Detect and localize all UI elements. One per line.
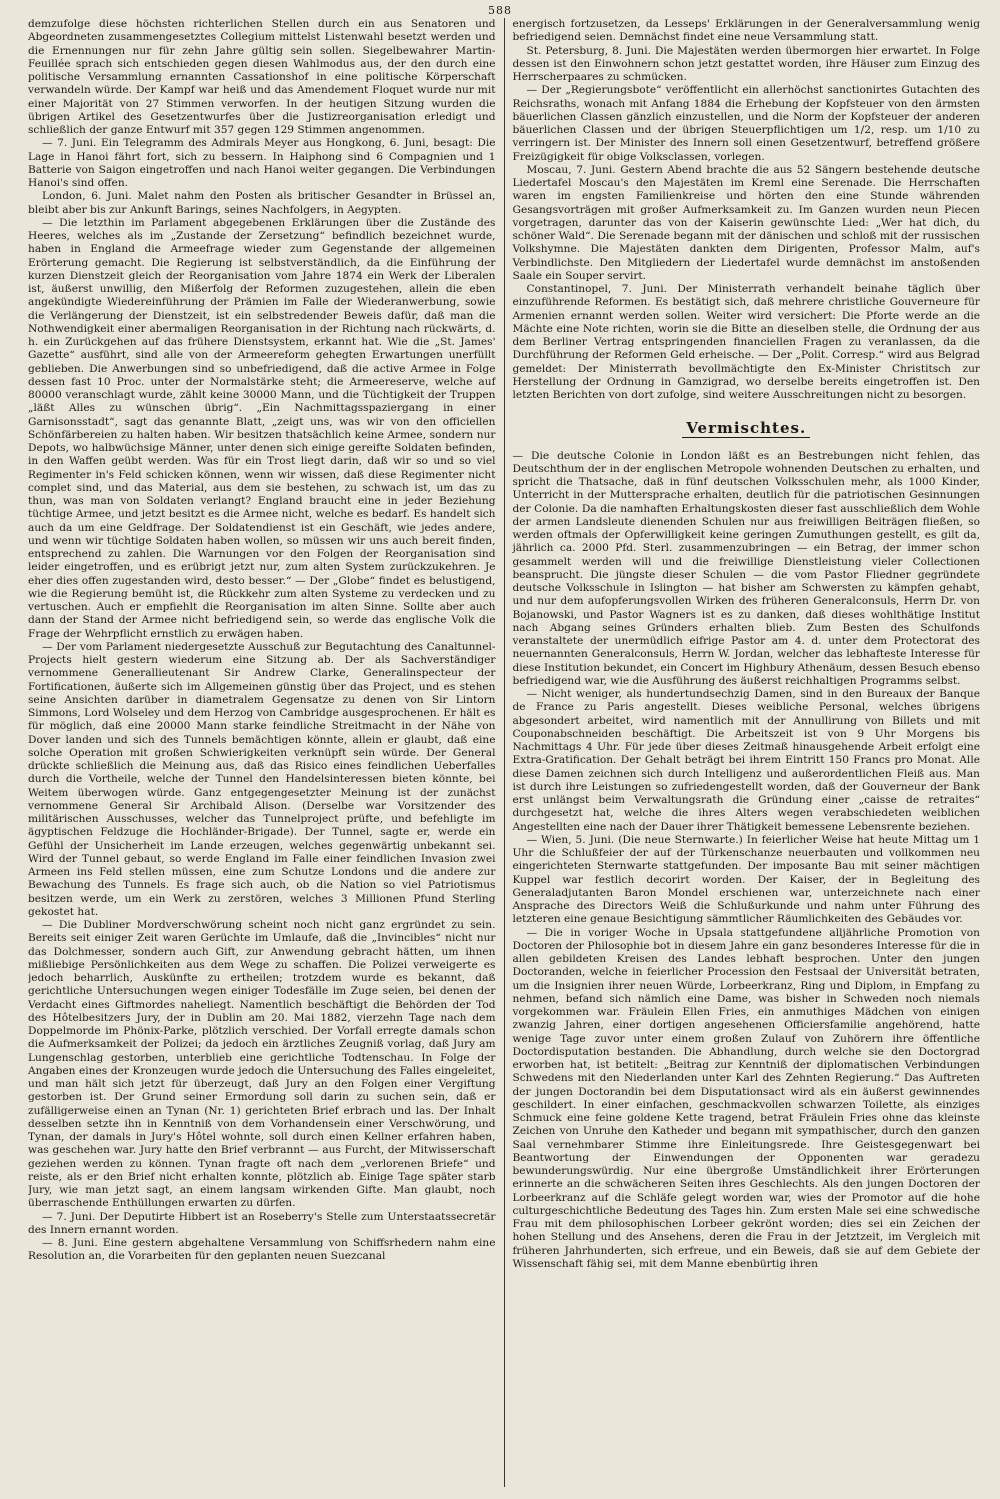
article-paragraph: — Die in voriger Woche in Upsala stattgefundene alljährliche Promotion von Doctoren der Philosophie bot in diesem Jahre ein ganz besonderes Interesse für die in allen gebildeten Kreisen des Landes lebhaft besprochen. Unter den jungen Doctoranden, welche in feierlicher Procession den Festsaal der Universität betraten, um die Insignien ihrer neuen Würde, Lorbeerkranz, Ring und Diplom, in Empfang zu nehmen, befand sich nämlich eine Dame, was bisher in Schweden noch niemals vorgekommen war. Fräulein Ellen Fries, ein anmuthiges Mädchen von einigen zwanzig Jahren, einer dortigen angesehenen Officiersfamilie angehörend, hatte wenige Tage zuvor unter einem großen Zulauf von Zuhörern ihre öffentliche Doctordisputation bestanden. Die Abhandlung, durch welche sie den Doctorgrad erworben hat, ist betitelt: „Beitrag zur Kenntniß der diplomatischen Verbindungen Schwedens mit den Niederlanden unter Karl des Zehnten Regierung.“ Das Auftreten der jungen Doctorandin bei dem Disputationsact wird als ein äußerst gewinnendes geschildert. In einer einfachen, geschmackvollen schwarzen Toilette, als einziges Schmuck eine feine goldene Kette tragend, betrat Fräulein Fries ohne das kleinste Zeichen von Unruhe den Katheder und begann mit sympathischer, durch den ganzen Saal vernehmbarer Stimme ihre Einleitungsrede. Ihre Geistesgegenwart bei Beantwortung der Einwendungen der Opponenten war geradezu bewunderungswürdig. Nur eine übergroße Umständlichkeit ihrer Erörterungen erinnerte an die schwächeren Seiten ihres Geschlechts. Als den jungen Doctoren der Lorbeerkranz auf die Schläfe gelegt worden war, wies der Promotor auf die hohe culturgeschichtliche Bedeutung des Tages hin. Zum ersten Male sei eine schwedische Frau mit dem philosophischen Lorbeer gekrönt worden; dies sei ein Zeichen der hohen Stellung und des Ansehens, deren die Frau in der Jetztzeit, im Vergleich mit früheren Jahrhunderten, sich erfreue, und ein Beweis, daß sie auf dem Gebiete der Wissenschaft fähig sei, mit dem Manne ebenbürtig ihren — [512, 926, 980, 1270]
column-layout — [28, 18, 980, 1487]
article-paragraph: — Wien, 5. Juni. (Die neue Sternwarte.) In feierlicher Weise hat heute Mittag um 1 Uhr die Schlußfeier der auf der Türkenschanze neuerbauten und vollkommen neu eingerichteten Sternwarte stattgefunden. Der imposante Bau mit seiner mächtigen Kuppel war festlich decorirt worden. Der Kaiser, der in Begleitung des Generaladjutanten Baron Mondel erschienen war, unterzeichnete nach einer Ansprache des Directors Weiß die Schlußurkunde und nahm unter Führung des letzteren eine genaue Besichtigung sämmtlicher Räumlichkeiten des Gebäudes vor. — [512, 833, 980, 926]
article-paragraph: demzufolge diese höchsten richterlichen Stellen durch ein aus Senatoren und Abgeordneten zusammengesetztes Collegium mittelst Listenwahl besetzt werden und die Ernennungen nur für zehn Jahre gültig sein sollen. Siegelbewahrer Martin-Feuillée sprach sich entschieden gegen diesen Wahlmodus aus, der den durch eine politische Versammlung ernannten Cassationshof in eine politische Körperschaft verwandeln würde. Der Kampf war heiß und das Amendement Floquet wurde nur mit einer Majorität von 27 Stimmen verworfen. In der heutigen Sitzung wurden die übrigen Artikel des Gesetzentwurfes über die Justizreorganisation erledigt und schließlich der ganze Entwurf mit 357 gegen 129 Stimmen angenommen. — [28, 18, 496, 136]
article-paragraph: — 7. Juni. Ein Telegramm des Admirals Meyer aus Hongkong, 6. Juni, besagt: Die Lage in Hanoi fährt fort, sich zu bessern. In Haiphong sind 6 Compagnien und 1 Batterie von Saigon eingetroffen und nach Hanoi weiter gegangen. Die Verbindungen Hanoi's sind offen. — [28, 137, 496, 189]
article-paragraph: Moscau, 7. Juni. Gestern Abend brachte die aus 52 Sängern bestehende deutsche Liedertafel Moscau's den Majestäten im Kreml eine Serenade. Die Herrschaften waren im engsten Familienkreise und hörten den eine Stunde währenden Gesangsvorträgen mit großer Aufmerksamkeit zu. Im Ganzen wurden neun Piecen vorgetragen, darunter das von der Kaiserin gewünschte Lied: „Wer hat dich, du schöner Wald“. Die Serenade begann mit der dänischen und schloß mit der russischen Volkshymne. Die Majestäten dankten dem Dirigenten, Professor Malm, auf's Verbindlichste. Den Mitgliedern der Liedertafel wurde demnächst im anstoßenden Saale ein Souper servirt. — [512, 163, 980, 282]
article-paragraph: — Nicht weniger, als hundertundsechzig Damen, sind in den Bureaux der Banque de France zu Paris angestellt. Dieses weibliche Personal, welches übrigens abgesondert arbeitet, wird namentlich mit der Annullirung von Billets und mit Couponabschneiden beschäftigt. Die Arbeitszeit ist von 9 Uhr Morgens bis Nachmittags 4 Uhr. Für jede über dieses Zeitmaß hinausgehende Arbeit erfolgt eine Extra-Gratification. Der Gehalt beträgt bei ihrem Eintritt 150 Francs pro Monat. Alle diese Damen zeichnen sich durch Intelligenz und außerordentlichen Fleiß aus. Man ist durch ihre Leistungen so zufriedengestellt worden, daß der Gouverneur der Bank erst unlängst beim Verwaltungsrath die Gründung einer „caisse de retraites“ durchgesetzt hat, welche die ihres Alters wegen verabschiedeten weiblichen Angestellten eine nach der Dauer ihrer Thätigkeit bemessene Lebensrente beziehen. — [512, 688, 980, 833]
page-number: 588 — [488, 4, 512, 17]
article-paragraph: energisch fortzusetzen, da Lesseps' Erklärungen in der Generalversammlung wenig befriedigend seien. Demnächst findet eine neue Versammlung statt. — [512, 18, 980, 44]
left-column — [28, 18, 496, 1487]
article-paragraph: — 8. Juni. Eine gestern abgehaltene Versammlung von Schiffsrhedern nahm eine Resolution an, die Vorarbeiten für den geplanten neuen Suezcanal — [28, 1237, 496, 1263]
section-heading-text: Vermischtes. — [682, 419, 810, 438]
article-paragraph: St. Petersburg, 8. Juni. Die Majestäten werden übermorgen hier erwartet. In Folge dessen ist den Einwohnern schon jetzt gestattet worden, ihre Häuser zum Einzug des Herrscherpaares zu schmücken. — [512, 44, 980, 83]
article-paragraph: — Die deutsche Colonie in London läßt es an Bestrebungen nicht fehlen, das Deutschthum der in der englischen Metropole wohnenden Deutschen zu erhalten, und spricht die Thatsache, daß in fünf deutschen Volksschulen mehr, als 1000 Kinder, Unterricht in der Muttersprache erhalten, deutlich für die patriotischen Gesinnungen der Colonie. Da die namhaften Erhaltungskosten dieser fast ausschließlich dem Wohle der armen Landsleute dienenden Schulen nur aus freiwilligen Beiträgen fließen, so werden oftmals der Opferwilligkeit keine geringen Zumuthungen gestellt, es gilt da, jährlich ca. 2000 Pfd. Sterl. zusammenzubringen — ein Betrag, der immer schon gesammelt werden will und die freiwillige Dienstleistung vieler Collectionen beansprucht. Die jüngste dieser Schulen — die vom Pastor Fliedner gegründete deutsche Volksschule in Islington — hat bisher am Schwersten zu kämpfen gehabt, und nur dem aufopferungsvollen Wirken des früheren Generalconsuls, Herrn Dr. von Bojanowski, und Pastor Wagners ist es zu danken, daß dieses wohlthätige Institut nach Abgang seines Gründers erhalten blieb. Zum Besten des Schulfonds veranstaltete der unermüdlich eifrige Pastor am 4. d. unter dem Protectorat des neuernannten Generalconsuls, Herrn W. Jordan, welcher das lebhafteste Interesse für diese Institution bekundet, ein Concert im Highbury Athenäum, dessen Besuch ebenso befriedigend war, wie die Ausführung des äußerst reichhaltigen Programms selbst. — [512, 449, 980, 687]
column-divider — [504, 18, 505, 1487]
article-paragraph: London, 6. Juni. Malet nahm den Posten als britischer Gesandter in Brüssel an, bleibt aber bis zur Ankunft Barings, seines Nachfolgers, in Aegypten. — [28, 190, 496, 216]
right-column — [512, 18, 980, 1487]
article-paragraph: — Der vom Parlament niedergesetzte Ausschuß zur Begutachtung des Canaltunnel-Projects hielt gestern wiederum eine Sitzung ab. Der als Sachverständiger vernommene Generallieutenant Sir Andrew Clarke, Generalinspecteur der Fortificationen, äußerte sich im Allgemeinen günstig über das Project, und es stehen seine Ansichten darüber in diametralem Gegensatze zu denen von Sir Lintorn Simmons, Lord Wolseley und dem Herzog von Cambridge ausgesprochenen. Er hält es für möglich, daß eine 20000 Mann starke feindliche Streitmacht in der Nähe von Dover landen und sich des Tunnels bemächtigen könnte, allein er glaubt, daß eine solche Operation mit großen Schwierigkeiten verknüpft sein würde. Der General drückte schließlich die Meinung aus, daß das Risico eines feindlichen Ueberfalles durch die Vortheile, welche der Tunnel den Handelsinteressen bieten könnte, bei Weitem überwogen würde. Ganz entgegengesetzter Meinung ist der zunächst vernommene General Sir Archibald Alison. (Derselbe war Vorsitzender des militärischen Ausschusses, welcher das Tunnelproject prüfte, und befehligte im ägyptischen Feldzuge die Hochländer-Brigade). Der Tunnel, sagte er, werde ein Gefühl der Unsicherheit im Lande erzeugen, welches gegenwärtig unbekannt sei. Wird der Tunnel gebaut, so werde England im Falle einer feindlichen Invasion zwei Armeen ins Feld stellen müssen, eine zum Schutze Londons und die andere zur Bewachung des Tunnels. Es frage sich auch, ob die Nation so viel Patriotismus besitzen werde, um ein Werk zu zerstören, welches 3 Millionen Pfund Sterling gekostet hat. — [28, 640, 496, 918]
section-heading — [512, 419, 980, 438]
article-paragraph: Constantinopel, 7. Juni. Der Ministerrath verhandelt beinahe täglich über einzuführende Reformen. Es bestätigt sich, daß mehrere christliche Gouverneure für Armenien ernannt werden sollen. Weiter wird versichert: Die Pforte werde an die Mächte eine Note richten, worin sie die Bitte an dieselben stelle, die Ordnung der aus dem Berliner Vertrag entspringenden financiellen Fragen zu veranlassen, da die Durchführung der Reformen Geld erheische. — Der „Polit. Corresp.“ wird aus Belgrad gemeldet: Der Ministerrath bevollmächtigte den Ex-Minister Christitsch zur Herstellung der Ordnung in Gamzigrad, wo derselbe bereits eingetroffen ist. Den letzten Berichten von dort zufolge, sind weitere Ausschreitungen nicht zu besorgen. — [512, 283, 980, 401]
article-paragraph: — 7. Juni. Der Deputirte Hibbert ist an Roseberry's Stelle zum Unterstaatssecretär des Innern ernannt worden. — [28, 1210, 496, 1236]
article-paragraph: — Der „Regierungsbote“ veröffentlicht ein allerhöchst sanctionirtes Gutachten des Reichsraths, wonach mit Anfang 1884 die Erhebung der Kopfsteuer von den ärmsten bäuerlichen Classen gänzlich einzustellen, und die Norm der Kopfsteuer der anderen bäuerlichen Classen und der übrigen Steuerpflichtigen um 1/2, resp. um 1/10 zu verringern ist. Der Minister des Innern soll einen Gesetzentwurf, betreffend größere Freizügigkeit für obige Volksclassen, vorlegen. — [512, 84, 980, 163]
article-paragraph: — Die letzthin im Parlament abgegebenen Erklärungen über die Zustände des Heeres, welches als im „Zustande der Zersetzung“ befindlich bezeichnet wurde, haben in England die Armeefrage wieder zum Gegenstande der allgemeinen Erörterung gemacht. Die Regierung ist selbstverständlich, da die Einführung der kurzen Dienstzeit gleich der Reorganisation vom Jahre 1874 ein Werk der Liberalen ist, äußerst unwillig, den Mißerfolg der Reformen zuzugestehen, allein die eben angekündigte Wiedereinführung der Prämien im Falle der Wiederanwerbung, sowie die Verlängerung der Dienstzeit, ist ein selbstredender Beweis dafür, daß man die Nothwendigkeit einer abermaligen Reorganisation in der Richtung nach rückwärts, d. h. ein Zurückgehen auf das frühere Dienstsystem, erkannt hat. Wie die „St. James' Gazette“ ausführt, sind alle von der Armeereform gehegten Erwartungen unerfüllt geblieben. Die Anwerbungen sind so unbefriedigend, daß die active Armee in Folge dessen fast 10 Proc. unter der Normalstärke steht; die Armeereserve, welche auf 80000 veranschlagt wurde, zählt keine 30000 Mann, und die Tüchtigkeit der Truppen „läßt Alles zu wünschen übrig“. „Ein Nachmittagsspaziergang in einer Garnisonsstadt“, sagt das genannte Blatt, „zeigt uns, was wir von den officiellen Schönfärbereien zu halten haben. Wir besitzen thatsächlich keine Armee, sondern nur Depots, wo halbwüchsige Männer, unter denen sich einige gereifte Soldaten befinden, in den Waffen geübt werden. Was für ein Trost liegt darin, daß wir so und so viel Regimenter in's Feld schicken können, wenn wir wissen, daß diese Regimenter nicht complet sind, und das Material, aus dem sie bestehen, zu schwach ist, um das zu thun, was man von Soldaten verlangt? England braucht eine in jeder Beziehung tüchtige Armee, und jetzt besitzt es die Armee nicht, welche es bedarf. Es handelt sich auch da um eine Geldfrage. Der Soldatendienst ist ein Geschäft, wie jedes andere, und wenn wir tüchtige Soldaten haben wollen, so müssen wir uns auch bereit finden, entsprechend zu zahlen. Die Warnungen vor den Folgen der Reorganisation sind leider eingetroffen, und es erübrigt jetzt nur, zum alten System zurückzukehren. Je eher dies offen zugestanden wird, desto besser.“ — Der „Globe“ findet es belustigend, wie die Regierung bemüht ist, die Rückkehr zum alten Systeme zu verdecken und zu vertuschen. Auch er empfiehlt die Reorganisation im alten Sinne. Sollte aber auch dann der Stand der Armee nicht befriedigend sein, so werde das englische Volk die Frage der Wehrpflicht ernstlich zu erwägen haben. — [28, 216, 496, 640]
article-paragraph: — Die Dubliner Mordverschwörung scheint noch nicht ganz ergründet zu sein. Bereits seit einiger Zeit waren Gerüchte im Umlaufe, daß die „Invincibles“ nicht nur das Dolchmesser, sondern auch Gift, zur Anwendung gebracht hätten, um ihnen mißliebige Persönlichkeiten aus dem Wege zu schaffen. Die Polizei verweigerte es jedoch beharrlich, Auskünfte zu ertheilen; trotzdem wurde es bekannt, daß gerichtliche Untersuchungen wegen einiger Todesfälle im Zuge seien, bei denen der Verdacht eines Giftmordes naheliegt. Namentlich beschäftigt die Behörden der Tod des Hôtelbesitzers Jury, der in Dublin am 20. Mai 1882, vierzehn Tage nach dem Doppelmorde im Phönix-Parke, plötzlich verschied. Der Vorfall erregte damals schon die Aufmerksamkeit der Polizei; da jedoch ein ärztliches Zeugniß vorlag, daß Jury am Lungenschlag gestorben, unterblieb eine gerichtliche Todtenschau. In Folge der Angaben eines der Kronzeugen wurde jedoch die Untersuchung des Falles eingeleitet, und man hält sich jetzt für überzeugt, daß Jury an den Folgen einer Vergiftung gestorben ist. Der Grund seiner Ermordung soll darin zu suchen sein, daß er zufälligerweise einen an Tynan (Nr. 1) gerichteten Brief erbrach und las. Der Inhalt desselben setzte ihn in Kenntniß von dem Vorhandensein einer Verschwörung, und Tynan, der damals in Jury's Hôtel wohnte, soll durch einen Kellner erfahren haben, was geschehen war. Jury hatte den Brief verbrannt — aus Furcht, der Mitwisserschaft geziehen werden zu können. Tynan fragte oft nach dem „verlorenen Briefe“ und reiste, als er den Brief nicht erhalten konnte, plötzlich ab. Einige Tage später starb Jury, wie man jetzt sagt, an einem langsam wirkenden Gifte. Man glaubt, noch überraschende Enthüllungen erwarten zu dürfen. — [28, 919, 496, 1210]
